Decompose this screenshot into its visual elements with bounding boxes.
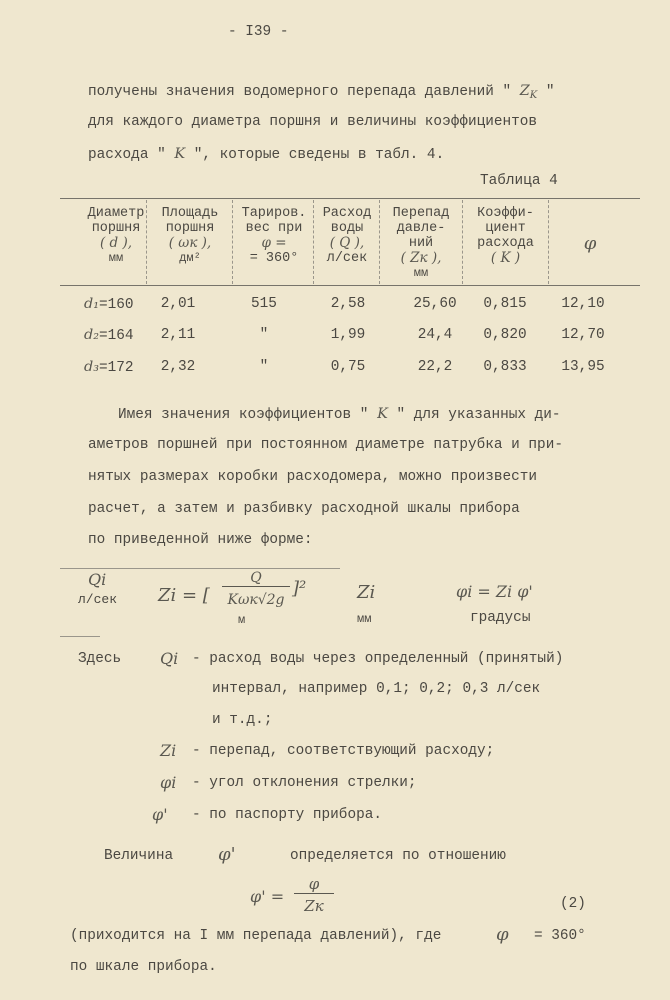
cell-weight: ": [259, 327, 269, 343]
cell-drop: 24,4: [417, 327, 453, 343]
divider: [548, 200, 549, 284]
zk-symbol: $Z_K$: [519, 83, 538, 101]
header-flow: Расход воды ( Q ), л/сек: [322, 206, 372, 266]
intro-line-1: [88, 83, 555, 101]
para-line-1: Имея значения коэффициентов " K " для указанных ди-: [118, 406, 561, 423]
table-row: [0, 296, 670, 320]
closing-phi-prime: φ': [218, 844, 236, 865]
table-row: [0, 327, 670, 351]
form-z-numerator: Q: [222, 570, 290, 587]
form-z-formula-left: Zi = [: [158, 585, 210, 606]
text: расхода ": [88, 147, 175, 163]
cell-weight: 515: [251, 296, 277, 312]
legend-symbol: Zi: [160, 741, 177, 760]
equation-left: φ' =: [250, 887, 285, 906]
text: ", которые сведены в табл. 4.: [185, 147, 445, 163]
cell-phi: 13,95: [561, 359, 605, 375]
header-diameter: Диаметр поршня ( d ), мм: [87, 206, 145, 265]
closing-line-2: (приходится на I мм перепада давлений), где: [70, 928, 442, 944]
cell-diameter: d₂=164: [84, 327, 134, 344]
para-line-5: по приведенной ниже форме:: [88, 532, 313, 548]
cell-drop: 25,60: [413, 296, 457, 312]
legend-text: - расход воды через определенный (принятый): [192, 651, 564, 667]
table-header-rule: [60, 285, 640, 286]
closing-value: = 360°: [534, 928, 586, 944]
cell-coef: 0,833: [483, 359, 527, 375]
header-phi: φ: [583, 233, 597, 254]
form-z-denominator: Kωк√2g: [227, 592, 285, 608]
form-rule: [60, 568, 340, 569]
header-weight: Тариров. вес при φ = = 360°: [241, 206, 307, 266]
header-area: Площадь поршня ( ωк ), дм²: [161, 206, 219, 265]
text: получены значения водомерного перепада давлений ": [88, 84, 520, 100]
form-q-symbol: Qi: [88, 570, 107, 589]
form-zi-unit: мм: [357, 612, 372, 626]
cell-weight: ": [259, 359, 269, 375]
closing-line-3: по шкале прибора.: [70, 959, 217, 975]
cell-phi: 12,10: [561, 296, 605, 312]
page-number: - I39 -: [228, 24, 289, 40]
cell-drop: 22,2: [417, 359, 453, 375]
para-line-4: расчет, а затем и разбивку расходной шкалы прибора: [88, 501, 520, 517]
cell-area: 2,01: [160, 296, 196, 312]
text: ": [537, 84, 555, 100]
legend-text: - угол отклонения стрелки;: [192, 775, 417, 791]
cell-phi: 12,70: [561, 327, 605, 343]
header-drop: Перепад давле- ний ( Zк ), мм: [392, 206, 450, 280]
cell-diameter: d₃=172: [84, 359, 134, 376]
legend-symbol: φi: [160, 773, 177, 792]
legend-text: и т.д.;: [212, 712, 273, 728]
legend-symbol: φ': [152, 805, 168, 824]
table-row: [0, 359, 670, 383]
header-coefficient: Коэффи- циент расхода ( K ): [477, 206, 534, 266]
legend-text: - перепад, соответствующий расходу;: [192, 743, 495, 759]
closing-line-1-a: Величина: [104, 848, 174, 864]
cell-diameter: d₁=160: [84, 296, 134, 313]
legend-text: интервал, например 0,1; 0,2; 0,3 л/сек: [212, 681, 541, 697]
table-caption: Таблица 4: [480, 173, 558, 189]
cell-flow: 1,99: [330, 327, 366, 343]
k-symbol: K: [174, 146, 186, 162]
equation-numerator: φ: [294, 875, 334, 894]
legend-text: - по паспорту прибора.: [192, 807, 382, 823]
equation-denominator: Zк: [304, 897, 324, 915]
table-top-rule: [60, 198, 640, 199]
cell-flow: 0,75: [330, 359, 366, 375]
form-q-unit: л/сек: [78, 592, 118, 607]
equation-number: (2): [560, 896, 586, 912]
cell-area: 2,32: [160, 359, 196, 375]
intro-line-2: для каждого диаметра поршня и величины коэффициентов: [88, 114, 538, 130]
form-z-formula-right: ]²: [292, 578, 307, 599]
closing-line-1-b: определяется по отношению: [290, 848, 506, 864]
cell-flow: 2,58: [330, 296, 366, 312]
form-zi-symbol: Zi: [357, 582, 376, 603]
para-line-3: нятых размерах коробки расходомера, можно произвести: [88, 469, 538, 485]
legend-symbol: Qi: [160, 649, 179, 668]
form-phi-formula: φi = Zi φ': [456, 582, 533, 601]
form-phi-unit: градусы: [470, 610, 531, 626]
para-line-2: аметров поршней при постоянном диаметре патрубка и при-: [88, 437, 563, 453]
closing-phi: φ: [496, 924, 509, 945]
form-rule: [60, 636, 100, 637]
divider: [232, 200, 233, 284]
cell-coef: 0,815: [483, 296, 527, 312]
form-z-unit: м: [238, 613, 246, 627]
legend-here: Здесь: [78, 651, 122, 667]
cell-area: 2,11: [160, 327, 196, 343]
intro-line-3: [88, 146, 444, 163]
cell-coef: 0,820: [483, 327, 527, 343]
